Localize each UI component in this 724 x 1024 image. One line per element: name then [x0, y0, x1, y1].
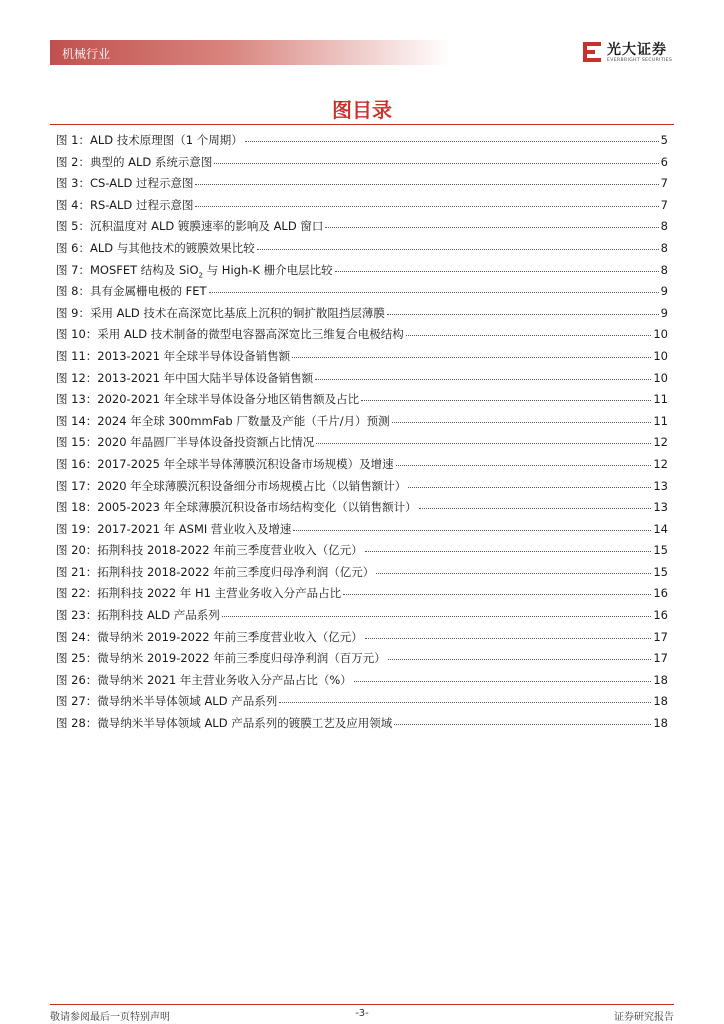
toc-entry-page: 5 [660, 133, 668, 147]
toc-entry-label: 图 27：微导纳米半导体领域 ALD 产品系列 [56, 694, 278, 709]
brand-name: 光大证券 [607, 42, 667, 58]
toc-entry-page: 11 [653, 392, 668, 407]
toc-entry-label: 图 18：2005-2023 年全球薄膜沉积设备市场结构变化（以销售额计） [56, 500, 417, 515]
toc-entry[interactable] [56, 346, 668, 368]
toc-entry-label: 图 12：2013-2021 年中国大陆半导体设备销售额 [56, 370, 314, 385]
toc-entry-page: 9 [660, 305, 668, 320]
toc-entry[interactable] [56, 238, 668, 260]
toc-entry-label: 图 16：2017-2025 年全球半导体薄膜沉积设备市场规模）及增速 [56, 456, 394, 471]
toc-entry-page: 16 [653, 608, 668, 623]
toc-dot-leader [406, 335, 652, 336]
toc-entry-page: 7 [660, 176, 668, 191]
toc-dot-leader [209, 292, 659, 293]
toc-dot-leader [387, 314, 659, 315]
toc-dot-leader [376, 573, 651, 574]
toc-entry-label: 图 10：采用 ALD 技术制备的微型电容器高深宽比三维复合电极结构 [56, 327, 404, 342]
toc-dot-leader [394, 724, 651, 725]
brand-subtitle: EVERBRIGHT SECURITIES [607, 58, 673, 63]
toc-entry[interactable] [56, 540, 668, 562]
toc-entry-label: 图 8：具有金属栅电极的 FET [56, 284, 207, 299]
toc-entry[interactable] [56, 583, 668, 605]
toc-entry[interactable] [56, 152, 668, 174]
toc-entry-page: 11 [653, 413, 668, 428]
toc-entry-label: 图 19：2017-2021 年 ASMI 营业收入及增速 [56, 521, 292, 536]
toc-entry-page: 17 [653, 629, 668, 644]
toc-entry-label: 图 26：微导纳米 2021 年主营业务收入分产品占比（%） [56, 672, 352, 687]
toc-entry-label: 图 2：典型的 ALD 系统示意图 [56, 154, 213, 169]
toc-entry[interactable] [56, 627, 668, 649]
toc-entry[interactable] [56, 368, 668, 390]
toc-entry-page: 8 [660, 262, 668, 277]
toc-entry-page: 12 [653, 435, 668, 450]
toc-entry-label: 图 13：2020-2021 年全球半导体设备分地区销售额及占比 [56, 392, 360, 407]
toc-entry-page: 13 [653, 478, 668, 493]
title-divider [50, 124, 674, 125]
toc-dot-leader [279, 702, 651, 703]
toc-entry-label: 图 6：ALD 与其他技术的镀膜效果比较 [56, 240, 255, 255]
toc-entry-page: 18 [653, 694, 668, 709]
toc-dot-leader [343, 594, 651, 595]
footer-doc-type: 证券研究报告 [614, 1012, 674, 1023]
toc-entry-page: 14 [653, 521, 668, 536]
toc-entry-page: 8 [660, 240, 668, 255]
toc-dot-leader [222, 616, 652, 617]
toc-entry-page: 15 [653, 564, 668, 579]
toc-dot-leader [195, 206, 658, 207]
toc-entry[interactable] [56, 260, 668, 282]
toc-entry-label-part: 图 7：MOSFET 结构及 SiO [56, 262, 199, 277]
toc-entry-label: 图 24：微导纳米 2019-2022 年前三季度营业收入（亿元） [56, 629, 363, 644]
toc-entry[interactable] [56, 476, 668, 498]
toc-dot-leader [315, 379, 651, 380]
toc-entry[interactable] [56, 281, 668, 303]
toc-entry[interactable] [56, 562, 668, 584]
toc-entry-page: 16 [653, 586, 668, 601]
toc-entry-label: 图 20：拓荆科技 2018-2022 年前三季度营业收入（亿元） [56, 543, 363, 558]
toc-dot-leader [214, 163, 658, 164]
toc-entry-label: 图 14：2024 年全球 300mmFab 厂数量及产能（千片/月）预测 [56, 413, 390, 428]
toc-entry[interactable] [56, 691, 668, 713]
toc-dot-leader [392, 422, 652, 423]
toc-entry-page: 10 [653, 348, 668, 363]
toc-dot-leader [292, 357, 651, 358]
toc-entry[interactable] [56, 432, 668, 454]
figure-list [56, 130, 668, 735]
toc-entry[interactable] [56, 389, 668, 411]
toc-dot-leader [365, 551, 652, 552]
toc-dot-leader [335, 271, 659, 272]
brand-logo-icon [581, 40, 603, 64]
toc-entry-label-part: 与 High-K 栅介电层比较 [202, 262, 333, 277]
toc-entry-page: 13 [653, 500, 668, 515]
toc-entry-page: 10 [653, 327, 668, 342]
toc-dot-leader [365, 638, 652, 639]
toc-entry[interactable] [56, 411, 668, 433]
footer-divider [50, 1004, 674, 1005]
toc-dot-leader [257, 249, 659, 250]
toc-entry-page: 12 [653, 456, 668, 471]
toc-entry-page: 17 [653, 651, 668, 666]
toc-dot-leader [293, 530, 651, 531]
toc-entry-label: 图 3：CS-ALD 过程示意图 [56, 176, 194, 191]
toc-dot-leader [396, 465, 652, 466]
toc-entry[interactable] [56, 713, 668, 735]
toc-entry-label: 图 5：沉积温度对 ALD 镀膜速率的影响及 ALD 窗口 [56, 219, 324, 234]
toc-entry-label-subscript: 2 [198, 270, 203, 279]
toc-entry[interactable] [56, 173, 668, 195]
toc-dot-leader [388, 659, 652, 660]
toc-entry-page: 15 [653, 543, 668, 558]
toc-entry[interactable] [56, 216, 668, 238]
toc-entry[interactable] [56, 454, 668, 476]
toc-dot-leader [325, 227, 658, 228]
toc-entry[interactable] [56, 670, 668, 692]
toc-entry[interactable] [56, 605, 668, 627]
toc-dot-leader [354, 681, 652, 682]
footer-page-number: -3- [355, 1008, 369, 1019]
toc-entry[interactable] [56, 195, 668, 217]
toc-dot-leader [316, 443, 651, 444]
toc-entry-label: 图 4：RS-ALD 过程示意图 [56, 197, 194, 212]
toc-dot-leader [419, 508, 652, 509]
toc-dot-leader [361, 400, 651, 401]
toc-entry-label: 图 21：拓荆科技 2018-2022 年前三季度归母净利润（亿元） [56, 564, 375, 579]
toc-entry-label: 图 28：微导纳米半导体领域 ALD 产品系列的镀膜工艺及应用领域 [56, 716, 393, 731]
toc-entry-page: 18 [653, 672, 668, 687]
toc-entry-page: 18 [653, 716, 668, 731]
toc-dot-leader [408, 487, 651, 488]
toc-entry[interactable] [56, 130, 668, 152]
toc-entry[interactable] [56, 648, 668, 670]
toc-entry-page: 10 [653, 370, 668, 385]
toc-entry-label: 图 23：拓荆科技 ALD 产品系列 [56, 608, 220, 623]
toc-entry-page: 6 [660, 154, 668, 169]
page-title: 图目录 [332, 98, 392, 122]
toc-entry[interactable] [56, 497, 668, 519]
toc-entry-label: 图 25：微导纳米 2019-2022 年前三季度归母净利润（百万元） [56, 651, 386, 666]
toc-entry[interactable] [56, 303, 668, 325]
toc-entry-label: 图 1：ALD 技术原理图（1 个周期） [56, 133, 243, 147]
toc-entry[interactable] [56, 324, 668, 346]
toc-entry-page: 9 [660, 284, 668, 299]
toc-entry-page: 8 [660, 219, 668, 234]
brand-logo [581, 39, 681, 67]
toc-entry-label: 图 22：拓荆科技 2022 年 H1 主营业务收入分产品占比 [56, 586, 342, 601]
toc-dot-leader [245, 141, 659, 142]
toc-entry-label: 图 9：采用 ALD 技术在高深宽比基底上沉积的铜扩散阻挡层薄膜 [56, 305, 385, 320]
header-section-label: 机械行业 [62, 47, 111, 61]
toc-entry-page: 7 [660, 197, 668, 212]
toc-entry-label [56, 260, 333, 282]
footer-disclaimer: 敬请参阅最后一页特别声明 [50, 1012, 170, 1023]
toc-entry[interactable] [56, 519, 668, 541]
toc-entry-label: 图 17：2020 年全球薄膜沉积设备细分市场规模占比（以销售额计） [56, 478, 407, 493]
header-section-band [50, 40, 450, 65]
toc-entry-label: 图 11：2013-2021 年全球半导体设备销售额 [56, 348, 291, 363]
toc-dot-leader [195, 184, 658, 185]
toc-entry-label: 图 15：2020 年晶圆厂半导体设备投资额占比情况 [56, 435, 315, 450]
